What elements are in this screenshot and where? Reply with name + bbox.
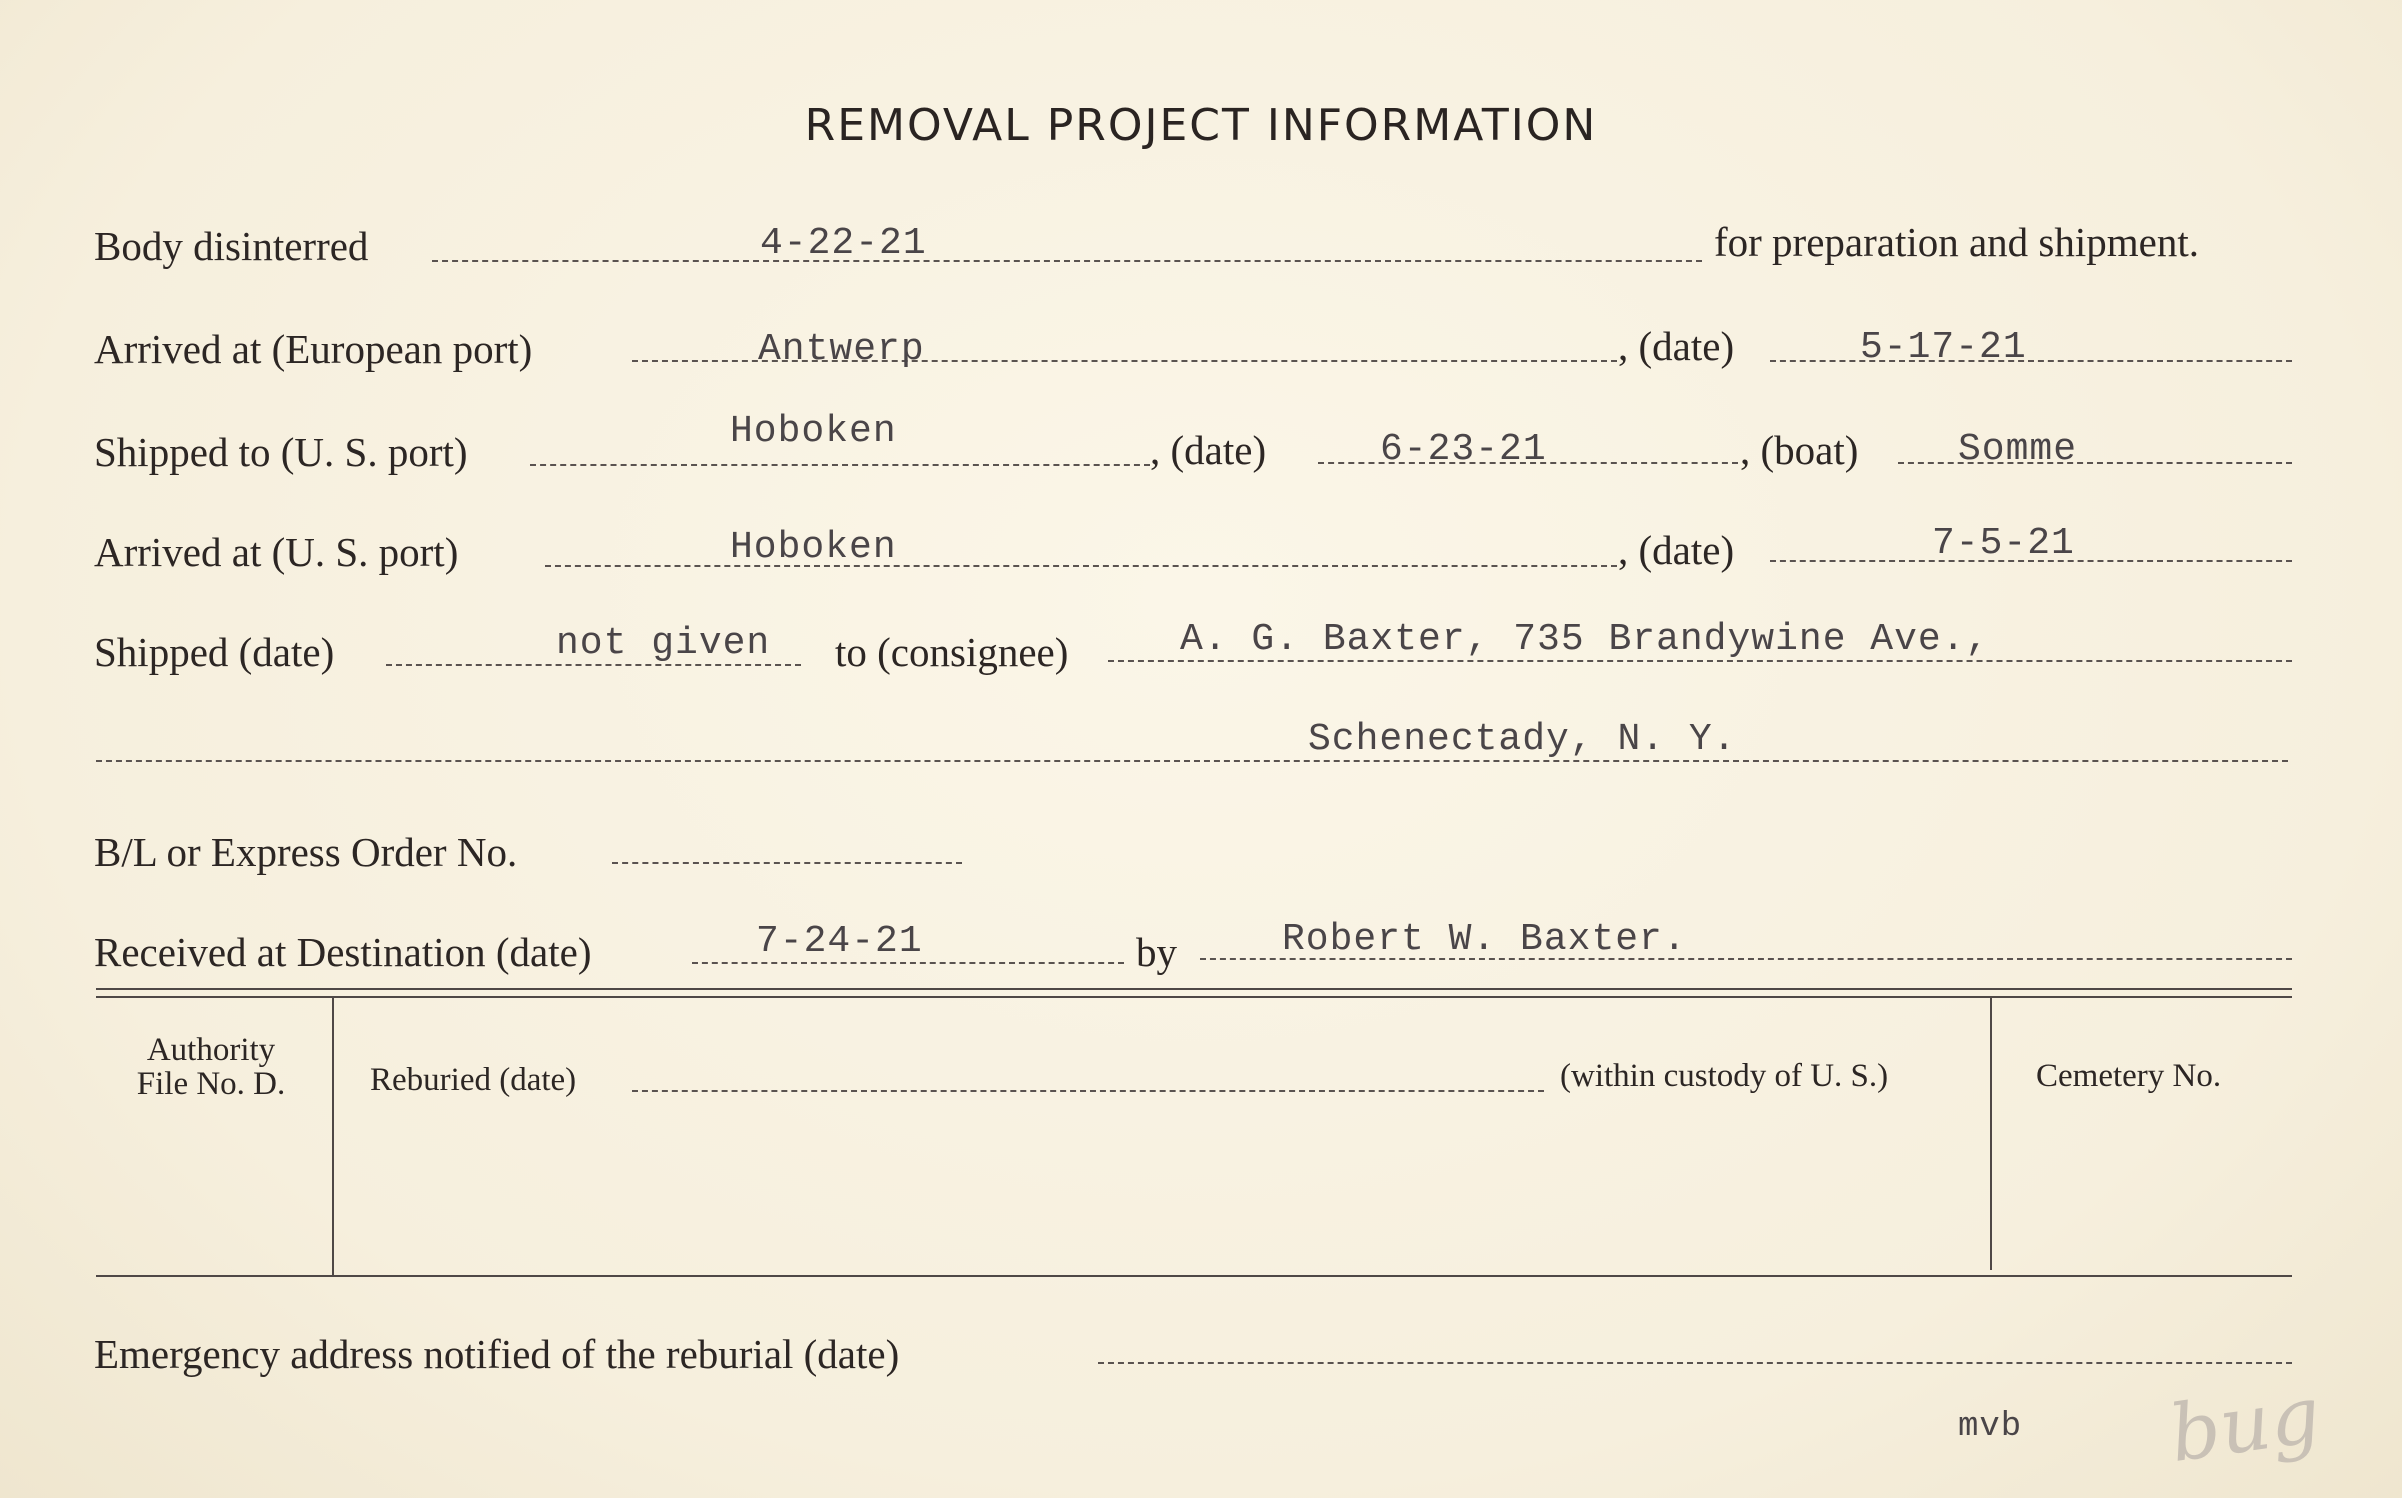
shipped-date-value: not given xyxy=(556,622,771,665)
arrived-us-value: Hoboken xyxy=(730,526,897,569)
arrived-us-label: Arrived at (U. S. port) xyxy=(94,529,459,575)
shipped-us-label: Shipped to (U. S. port) xyxy=(94,429,468,475)
custody-label: (within custody of U. S.) xyxy=(1560,1058,1889,1094)
box-divider-right xyxy=(1990,998,1992,1270)
disinterred-label: Body disinterred xyxy=(94,223,369,269)
shipped-us-boat-label: , (boat) xyxy=(1740,427,1859,473)
box-top-rule-2 xyxy=(96,996,2292,998)
disinterred-line xyxy=(432,260,1702,262)
shipped-us-line xyxy=(530,464,1150,466)
shipped-us-value: Hoboken xyxy=(730,410,897,453)
received-by-label: by xyxy=(1136,929,1177,975)
shipped-us-date-label: , (date) xyxy=(1150,427,1267,473)
box-bottom-rule xyxy=(96,1275,2292,1277)
emergency-label: Emergency address notified of the reburial (date) xyxy=(94,1331,900,1377)
consignee-line-2 xyxy=(96,760,2288,762)
consignee-line2: Schenectady, N. Y. xyxy=(1308,718,1737,761)
arrived-us-line xyxy=(545,565,1617,567)
box-top-rule xyxy=(96,988,2292,990)
authority-label-1: Authority xyxy=(146,1032,276,1068)
disinterred-value: 4-22-21 xyxy=(760,222,927,265)
received-label: Received at Destination (date) xyxy=(94,929,592,975)
received-by: Robert W. Baxter. xyxy=(1282,918,1687,961)
box-divider-left xyxy=(332,998,334,1276)
bl-line xyxy=(612,862,962,864)
arrived-european-value: Antwerp xyxy=(758,328,925,371)
arrived-european-date-line xyxy=(1770,360,2292,362)
authority-label-2: File No. D. xyxy=(136,1066,286,1102)
disinterred-suffix: for preparation and shipment. xyxy=(1714,219,2200,265)
consignee-label: to (consignee) xyxy=(835,629,1069,675)
pencil-mark: bug xyxy=(2164,1369,2326,1481)
consignee-line1: A. G. Baxter, 735 Brandywine Ave., xyxy=(1180,618,1990,661)
clerk-initials: mvb xyxy=(1958,1408,2023,1446)
reburied-line xyxy=(632,1090,1544,1092)
arrived-us-date-label: , (date) xyxy=(1618,527,1735,573)
shipped-us-boat: Somme xyxy=(1958,428,2078,471)
bl-label: B/L or Express Order No. xyxy=(94,829,518,875)
emergency-line xyxy=(1098,1362,2292,1364)
arrived-european-label: Arrived at (European port) xyxy=(94,326,533,372)
cemetery-label: Cemetery No. xyxy=(2036,1058,2222,1094)
arrived-european-date: 5-17-21 xyxy=(1860,326,2027,369)
received-date: 7-24-21 xyxy=(756,920,923,963)
arrived-european-date-label: , (date) xyxy=(1618,323,1735,369)
shipped-us-date: 6-23-21 xyxy=(1380,428,1547,471)
card-title: REMOVAL PROJECT INFORMATION xyxy=(804,100,1598,151)
arrived-us-date: 7-5-21 xyxy=(1932,522,2075,565)
reburied-label: Reburied (date) xyxy=(370,1062,577,1098)
shipped-date-label: Shipped (date) xyxy=(94,629,335,675)
